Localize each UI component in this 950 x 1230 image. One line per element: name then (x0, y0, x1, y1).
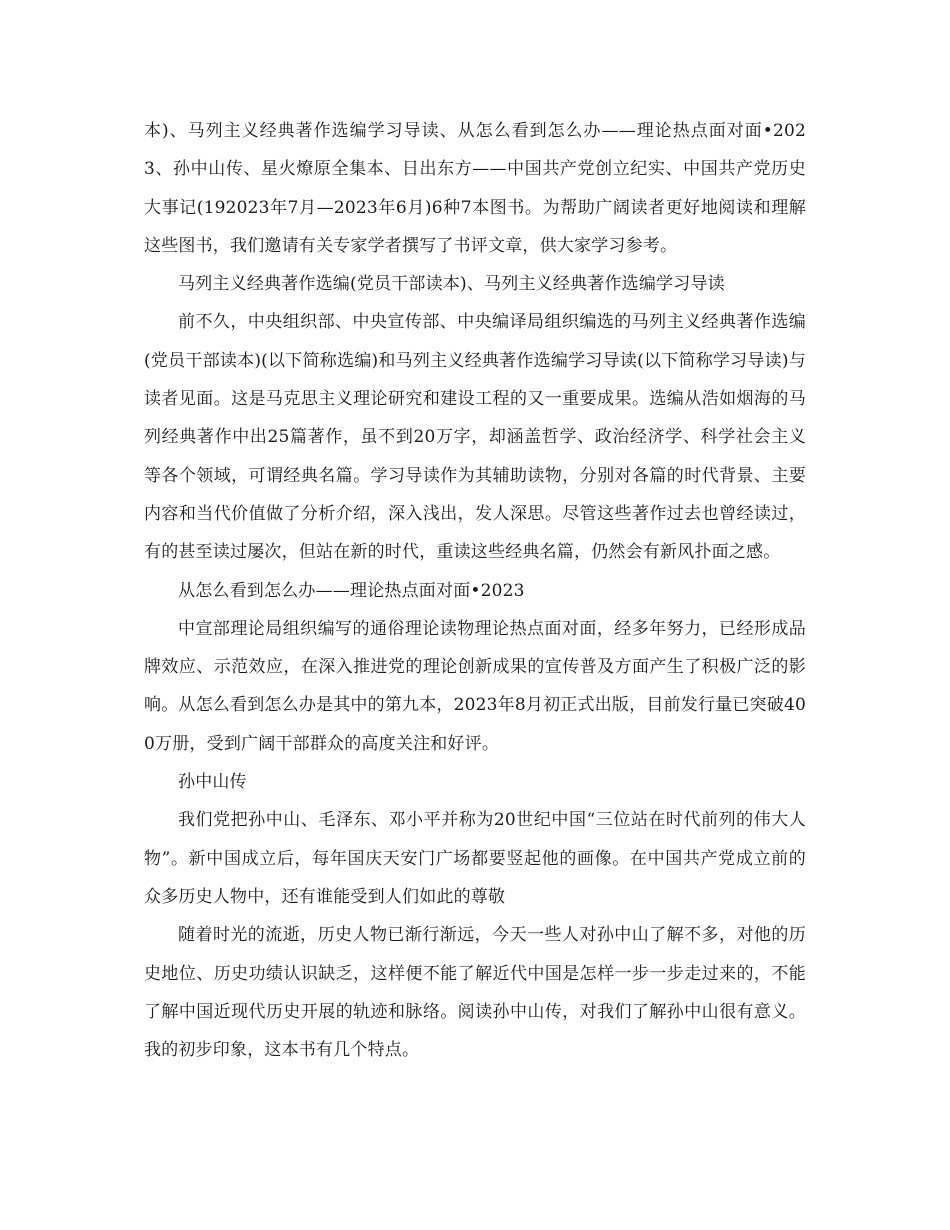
paragraph-sun-yatsen-2: 随着时光的流逝，历史人物已渐行渐远，今天一些人对孙中山了解不多，对他的历史地位、历史功绩认识缺乏，这样便不能了解近代中国是怎样一步一步走过来的，不能了解中国近现代历史开展的轨迹和脉络。阅读孙中山传，对我们了解孙中山很有意义。我的初步印象，这本书有几个特点。 (144, 925, 806, 1061)
paragraph-continuation: 本)、马列主义经典著作选编学习导读、从怎么看到怎么办——理论热点面对面•2023、孙中山传、星火燎原全集本、日出东方——中国共产党创立纪实、中国共产党历史大事记(192023年7月—2023年6月)6种7本图书。为帮助广阔读者更好地阅读和理解这些图书，我们邀请有关专家学者撰写了书评文章，供大家学习参考。 (144, 121, 806, 256)
section-heading-marxist-classics: 马列主义经典著作选编(党员干部读本)、马列主义经典著作选编学习导读 (178, 274, 725, 295)
section-heading-theory-hotspots: 从怎么看到怎么办——理论热点面对面•2023 (178, 580, 525, 601)
paragraph-marxist-classics: 前不久，中央组织部、中央宣传部、中央编译局组织编选的马列主义经典著作选编(党员干部读本)(以下简称选编)和马列主义经典著作选编学习导读(以下简称学习导读)与读者见面。这是马克思主义理论研究和建设工程的又一重要成果。选编从浩如烟海的马列经典著作中出25篇著作，虽不到20万字，却涵盖哲学、政治经济学、科学社会主义等各个领域，可谓经典名篇。学习导读作为其辅助读物，分别对各篇的时代背景、主要内容和当代价值做了分析介绍，深入浅出，发人深思。尽管这些著作过去也曾经读过，有的甚至读过屡次，但站在新的时代，重读这些经典名篇，仍然会有新风扑面之感。 (144, 312, 806, 563)
paragraph-sun-yatsen-1: 我们党把孙中山、毛泽东、邓小平并称为20世纪中国“三位站在时代前列的伟大人物”。新中国成立后，每年国庆天安门广场都要竖起他的画像。在中国共产党成立前的众多历史人物中，还有谁能受到人们如此的尊敬 (144, 810, 806, 907)
document-body (144, 112, 806, 1069)
section-heading-sun-yatsen: 孙中山传 (178, 772, 247, 793)
paragraph-theory-hotspots: 中宣部理论局组织编写的通俗理论读物理论热点面对面，经多年努力，已经形成品牌效应、示范效应，在深入推进党的理论创新成果的宣传普及方面产生了积极广泛的影响。从怎么看到怎么办是其中的第九本，2023年8月初正式出版，目前发行量已突破400万册，受到广阔干部群众的高度关注和好评。 (144, 618, 806, 754)
